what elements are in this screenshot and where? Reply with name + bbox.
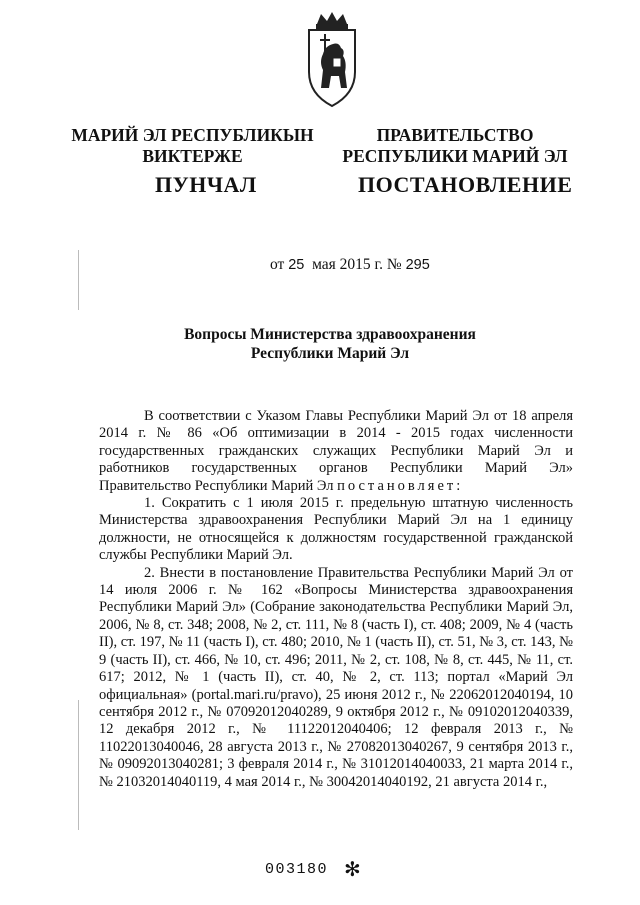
document-title: [100, 325, 560, 363]
serial-number: 003180: [265, 860, 329, 878]
header-left-line-2: ВИКТЕРЖЕ: [142, 146, 243, 166]
header-right-line-1: ПРАВИТЕЛЬСТВО: [376, 125, 534, 145]
doc-type-left: ПУНЧАЛ: [155, 172, 257, 197]
header-left: [70, 125, 315, 167]
asterisk-icon: ✻: [344, 857, 361, 881]
date-prefix: от: [270, 256, 285, 273]
margin-mark: [78, 250, 79, 310]
intro-decree-word: постановляет:: [337, 477, 464, 494]
date-month-year: мая 2015 г. №: [312, 256, 402, 273]
margin-mark: [78, 700, 79, 830]
paragraph-1: 1. Сократить с 1 июля 2015 г. предельную штатную численность Министерства здравоохранения Республики Марий Эл на 1 единицу должности, не относящейся к должностям государственной гражданской службы Республики Марий Эл.: [99, 495, 573, 564]
document-body: [99, 408, 573, 791]
header-right-line-2: РЕСПУБЛИКИ МАРИЙ ЭЛ: [342, 146, 568, 166]
header-right: [340, 125, 570, 167]
footer: [265, 857, 361, 881]
header-left-line-1: МАРИЙ ЭЛ РЕСПУБЛИКЫН: [71, 125, 314, 145]
paragraph-2: 2. Внести в постановление Правительства Республики Марий Эл от 14 июля 2006 г. № 162 «Вопросы Министерства здравоохранения Республики Марий Эл» (Собрание законодательства Республики Марий Эл, 2006, № 8, ст. 348; 2008, № 2, ст. 111, № 8 (часть I), ст. 408; 2009, № 4 (часть II), ст. 197, № 11 (часть I), ст. 480; 2010, № 1 (часть II), ст. 51, № 3, ст. 143, № 9 (часть II), ст. 466, № 10, ст. 496; 2011, № 2, ст. 108, № 8, ст. 445, № 11, ст. 617; 2012, № 1 (часть II), ст. 40, № 2, ст. 113; портал «Марий Эл официальная» (portal.mari.ru/pravo), 25 июня 2012 г., № 22062012040194, 10 сентября 2012 г., № 07092012040289, 9 октября 2012 г., № 09102012040339, 12 декабря 2012 г., № 11122012040406; 12 февраля 2013 г., № 11022013040046, 28 августа 2013 г., № 27082013040267, 9 сентября 2013 г., № 09092013040281; 3 февраля 2014 г., № 31012014040033, 21 марта 2014 г., № 21032014040119, 4 мая 2014 г., № 30042014040192, 21 августа 2014 г.,: [99, 564, 573, 790]
intro-text: В соответствии с Указом Главы Республики Марий Эл от 18 апреля 2014 г. № 86 «Об оптимизации в 2014 - 2015 годах численности государственных гражданских служащих Республики Марий Эл и работников государственных органов Республики Марий Эл» Правительство Республики Марий Эл: [99, 408, 573, 494]
paragraph-intro: [99, 408, 573, 495]
date-day: 25: [288, 257, 305, 273]
decree-date-line: [270, 256, 430, 274]
title-line-1: Вопросы Министерства здравоохранения: [184, 326, 476, 343]
decree-number: 295: [405, 257, 430, 273]
coat-of-arms-icon: [301, 10, 363, 110]
title-line-2: Республики Марий Эл: [250, 345, 410, 362]
doc-type-right: ПОСТАНОВЛЕНИЕ: [358, 172, 573, 197]
